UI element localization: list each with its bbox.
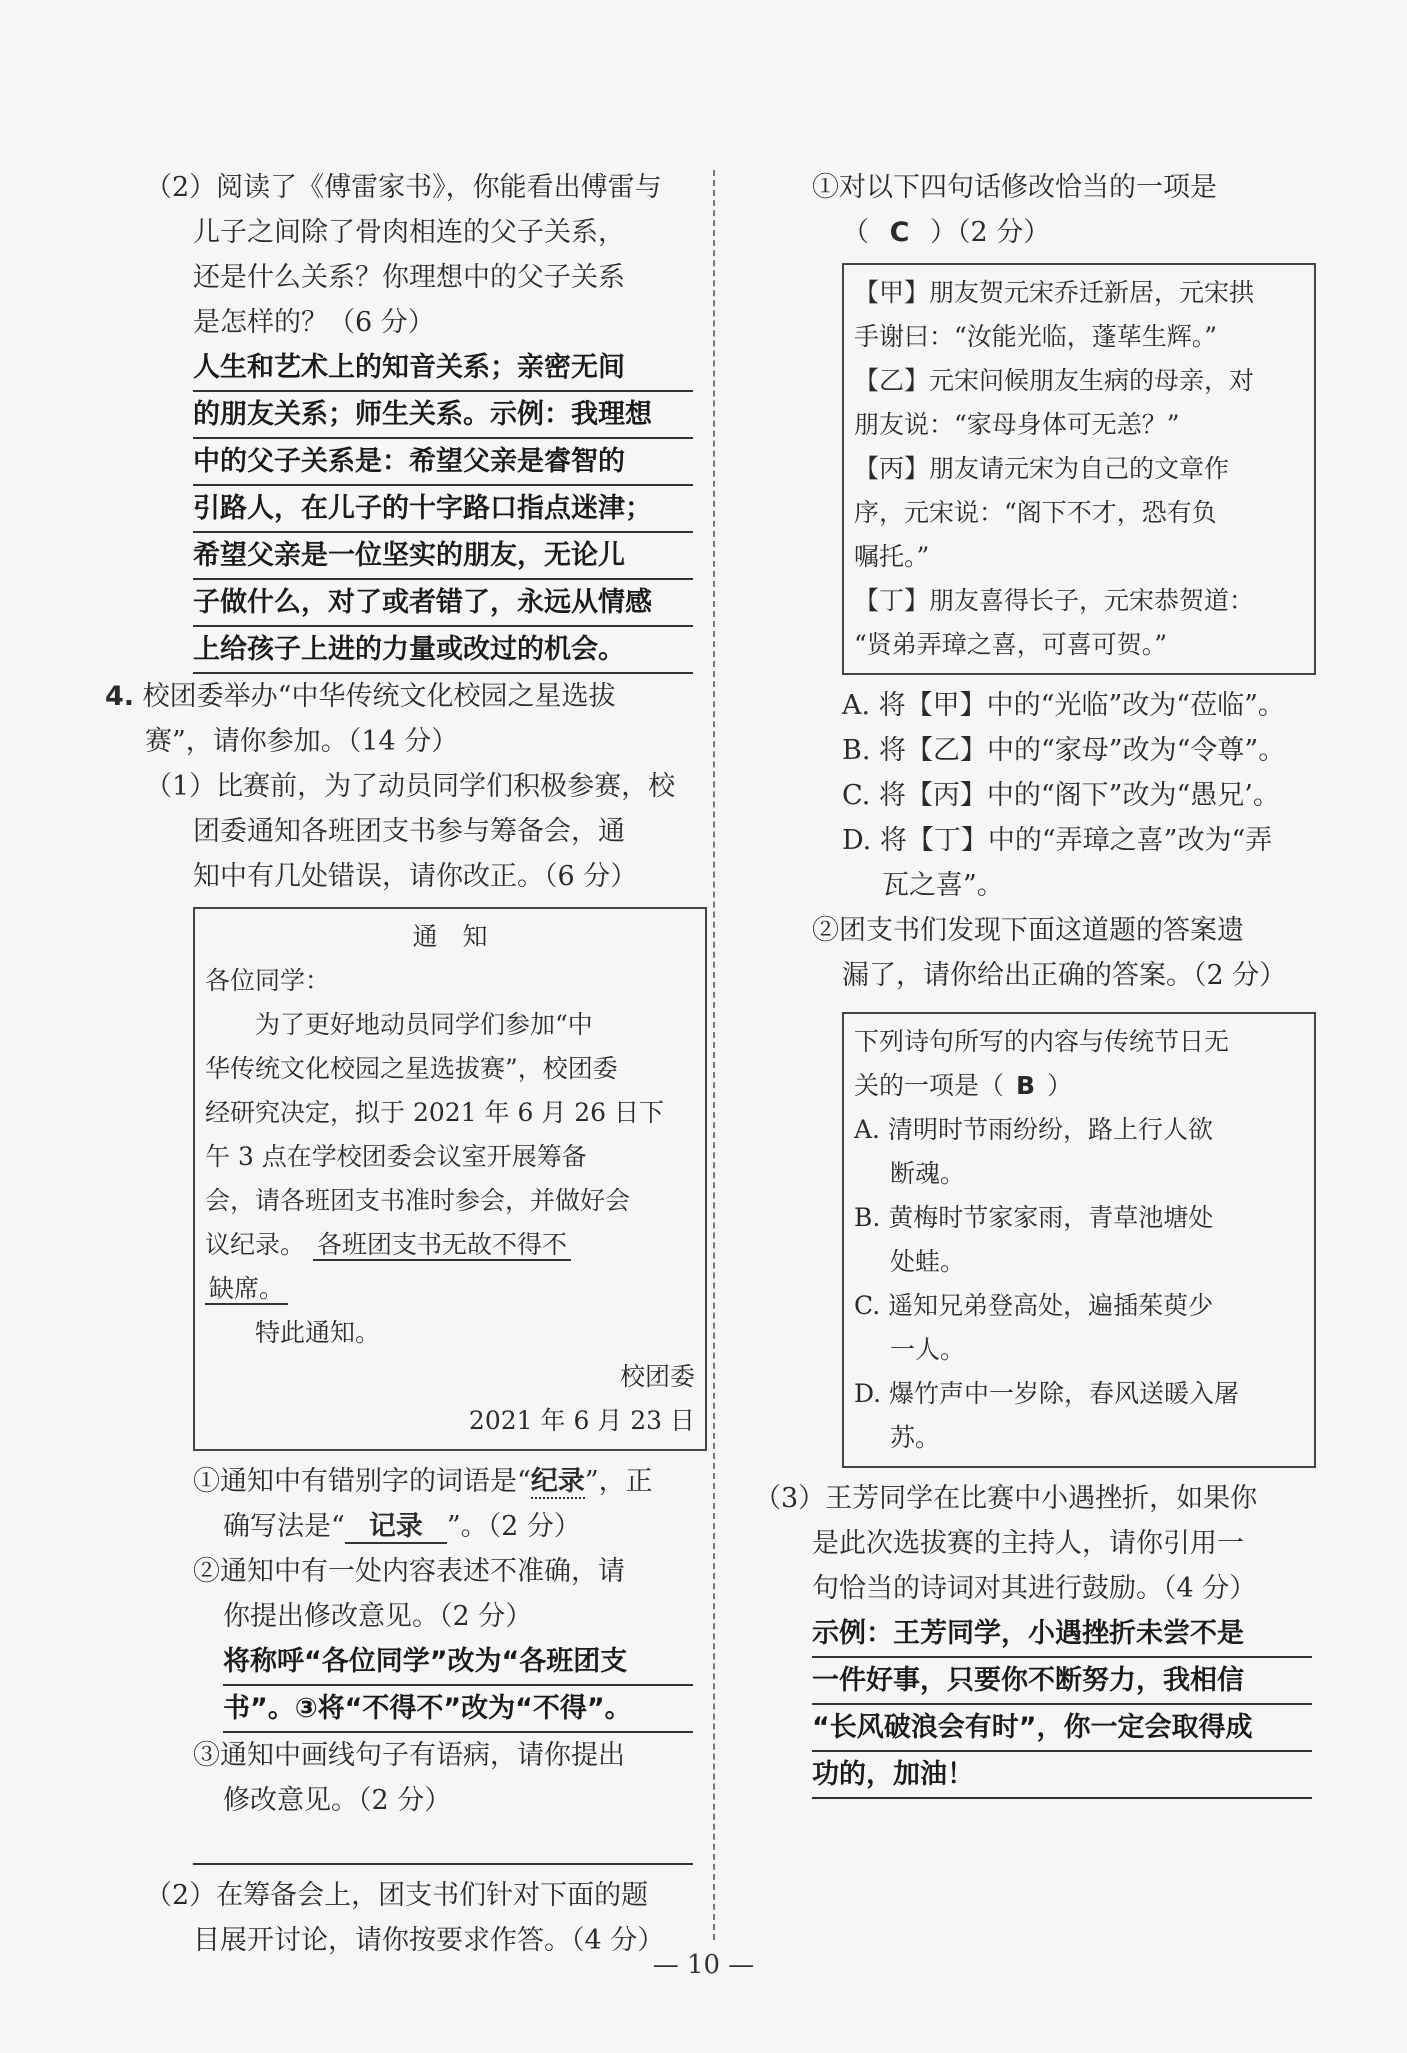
left-column (105, 165, 705, 1963)
option: C. 将【丙】中的“阁下”改为“愚兄’。 (842, 780, 1280, 811)
poem-option-cont: 苏。 (890, 1423, 941, 1452)
poem-option: B. 黄梅时节家家雨，青草池塘处 (854, 1203, 1214, 1232)
answer-line: 将称呼“各位同学”改为“各班团支 (223, 1639, 693, 1686)
box-text: 关的一项是（ (854, 1071, 1005, 1100)
q2-label: （2）阅读了《傅雷家书》，你能看出傅雷与 (145, 172, 662, 203)
poem-option: C. 遥知兄弟登高处，遍插茱萸少 (854, 1291, 1214, 1320)
sentence-box (842, 263, 1316, 675)
underlined-sentence: 各班团支书无故不得不 (313, 1230, 571, 1261)
box-line: 朋友说：“家母身体可无恙？” (854, 410, 1180, 439)
answer-line: 希望父亲是一位坚实的朋友，无论儿 (193, 533, 693, 580)
q2-answer (193, 345, 693, 674)
r-q3-answer (812, 1611, 1312, 1799)
sub-item-1 (105, 1459, 705, 1504)
box-text: ） (1047, 1071, 1073, 1100)
sub-item-text: ”。（2 分） (446, 1511, 581, 1542)
box-line: “贤弟弄璋之喜，可喜可贺。” (854, 630, 1168, 659)
q4-title-line2: 赛”，请你参加。（14 分） (145, 726, 459, 757)
notice-date: 2021 年 6 月 23 日 (468, 1406, 695, 1435)
sub-item-2-cont: 你提出修改意见。（2 分） (223, 1601, 533, 1632)
sub-item-text: 确写法是“ (223, 1511, 345, 1542)
answer-line: 一件好事，只要你不断努力，我相信 (812, 1658, 1312, 1705)
notice-body-line: 会，请各班团支书准时参会，并做好会 (205, 1186, 631, 1215)
q4-title-text: 校团委举办“中华传统文化校园之星选拔 (142, 681, 616, 712)
q4-sub1-line: 知中有几处错误，请你改正。（6 分） (193, 861, 638, 892)
notice-signer: 校团委 (619, 1362, 695, 1391)
answer-line: 引路人，在儿子的十字路口指点迷津； (193, 486, 693, 533)
q4-sub2-line: 目展开讨论，请你按要求作答。（4 分） (193, 1925, 665, 1956)
answer-line: “长风破浪会有时”，你一定会取得成 (812, 1705, 1312, 1752)
notice-body-line: 午 3 点在学校团委会议室开展筹备 (205, 1142, 587, 1171)
answer-choice: C (889, 217, 910, 248)
box-line: 【丁】朋友喜得长子，元宋恭贺道： (854, 586, 1255, 615)
option: B. 将【乙】中的“家母”改为“令尊”。 (842, 735, 1286, 766)
box-line: 【甲】朋友贺元宋乔迁新居，元宋拱 (854, 278, 1255, 307)
option-cont: 瓦之喜”。 (882, 870, 1004, 901)
answer-line: 功的，加油！ (812, 1752, 1312, 1799)
answer-choice: B (1016, 1071, 1036, 1100)
q4-sub1: （1）比赛前，为了动员同学们积极参赛，校 (145, 771, 676, 802)
answer-blank: 记录 (345, 1511, 447, 1544)
poem-option: D. 爆竹声中一岁除，春风送暖入屠 (854, 1379, 1240, 1408)
r-q3: （3）王芳同学在比赛中小遇挫折，如果你 (754, 1483, 1258, 1514)
sub-item-2-answer (223, 1639, 693, 1733)
box-line (854, 1064, 1304, 1108)
answer-line: 人生和艺术上的知音关系；亲密无间 (193, 345, 693, 392)
notice-body-line (205, 1267, 695, 1311)
box-line: 序，元宋说：“阁下不才，恐有负 (854, 498, 1217, 527)
poem-option-cont: 断魂。 (890, 1159, 966, 1188)
r-q2: ②团支书们发现下面这道题的答案遗 (812, 915, 1244, 946)
paren: （ (842, 217, 869, 248)
box-line: 【乙】元宋问候朋友生病的母亲，对 (854, 366, 1255, 395)
answer-line: 书”。③将“不得不”改为“不得”。 (223, 1686, 693, 1733)
right-column (754, 165, 1320, 1799)
answer-line: 上给孩子上进的力量或改过的机会。 (193, 627, 693, 674)
option: D. 将【丁】中的“弄璋之喜”改为“弄 (842, 825, 1273, 856)
poem-option-cont: 处蛙。 (890, 1247, 966, 1276)
q2-line: 还是什么关系？你理想中的父子关系 (193, 262, 625, 293)
q4-sub1-line: 团委通知各班团支书参与筹备会，通 (193, 816, 625, 847)
notice-body-line: 华传统文化校园之星选拔赛”，校团委 (205, 1054, 618, 1083)
box-line: 手谢曰：“汝能光临，蓬荜生辉。” (854, 322, 1218, 351)
answer-line: 示例：王芳同学，小遇挫折未尝不是 (812, 1611, 1312, 1658)
notice-body-line: 为了更好地动员同学们参加“中 (255, 1010, 593, 1039)
poem-option: A. 清明时节雨纷纷，路上行人欲 (854, 1115, 1213, 1144)
sub-item-3-cont: 修改意见。（2 分） (223, 1785, 452, 1816)
poem-option-cont: 一人。 (890, 1335, 966, 1364)
answer-blank-line (193, 1823, 693, 1865)
notice-title: 通 知 (412, 922, 488, 951)
answer-line: 中的父子关系是：希望父亲是睿智的 (193, 439, 693, 486)
notice-salutation: 各位同学： (205, 966, 331, 995)
box-line: 【丙】朋友请元宋为自己的文章作 (854, 454, 1230, 483)
q4-sub2: （2）在筹备会上，团支书们针对下面的题 (145, 1880, 649, 1911)
notice-text: 议纪录。 (205, 1230, 306, 1259)
sub-item-text: ”，正 (584, 1466, 653, 1497)
sub-item-text: ①通知中有错别字的词语是“ (193, 1466, 531, 1497)
underlined-sentence: 缺席。 (205, 1274, 288, 1305)
r-q1: ①对以下四句话修改恰当的一项是 (812, 172, 1217, 203)
answer-line: 子做什么，对了或者错了，永远从情感 (193, 580, 693, 627)
box-line: 嘱托。” (854, 542, 930, 571)
r-q2-line2: 漏了，请你给出正确的答案。（2 分） (842, 960, 1287, 991)
q2-line: 是怎样的？（6 分） (193, 307, 435, 338)
column-divider (713, 170, 715, 1940)
sub-item-3: ③通知中画线句子有语病，请你提出 (193, 1740, 625, 1771)
notice-body-line (205, 1223, 695, 1267)
box-line: 下列诗句所写的内容与传统节日无 (854, 1027, 1230, 1056)
sub-item-2: ②通知中有一处内容表述不准确，请 (193, 1556, 625, 1587)
notice-body-line: 经研究决定，拟于 2021 年 6 月 26 日下 (205, 1098, 665, 1127)
page-number: — 10 — (652, 1950, 755, 1980)
notice-box (193, 907, 707, 1451)
poem-box (842, 1012, 1316, 1468)
q2-line: 儿子之间除了骨肉相连的父子关系， (193, 217, 625, 248)
question-number: 4. (105, 681, 135, 712)
r-q3-line: 是此次选拔赛的主持人，请你引用一 (812, 1528, 1244, 1559)
q4-title (105, 674, 705, 719)
sub-item-1-cont (105, 1504, 705, 1549)
paren: ）（2 分） (930, 217, 1051, 248)
notice-closing: 特此通知。 (255, 1318, 381, 1347)
option: A. 将【甲】中的“光临”改为“莅临”。 (842, 690, 1285, 721)
answer-line: 的朋友关系；师生关系。示例：我理想 (193, 392, 693, 439)
wrong-word: 纪录 (530, 1466, 585, 1497)
r-q1-line2 (760, 210, 1320, 255)
r-q3-line: 句恰当的诗词对其进行鼓励。（4 分） (812, 1573, 1257, 1604)
